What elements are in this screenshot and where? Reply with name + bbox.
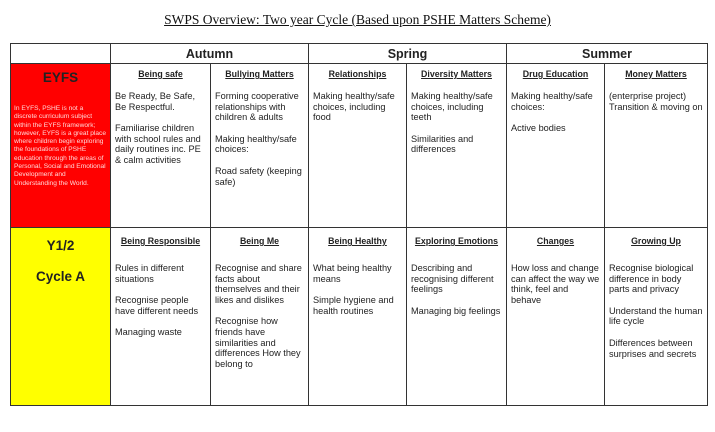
topic-item: Recognise biological difference in body parts and privacy	[609, 263, 694, 295]
corner-cell	[11, 44, 111, 64]
season-autumn: Autumn	[111, 44, 309, 64]
topic-items	[407, 91, 506, 155]
topic-items	[605, 91, 707, 112]
eyfs-cell	[211, 64, 309, 228]
cycle-label: Cycle A	[35, 269, 86, 284]
topic-item: Active bodies	[511, 123, 566, 134]
topic-items	[309, 263, 406, 316]
y12-label: Y1/2	[46, 238, 75, 253]
eyfs-cell	[605, 64, 708, 228]
y12-cell	[309, 228, 407, 406]
eyfs-cell	[507, 64, 605, 228]
topic-heading: Being Me	[239, 236, 280, 246]
topic-heading: Changes	[536, 236, 575, 246]
page-title: SWPS Overview: Two year Cycle (Based upon PSHE Matters Scheme)	[164, 12, 551, 27]
topic-heading: Being safe	[138, 69, 183, 79]
topic-item: Familiarise children with school rules and daily routines inc. PE & calm activities	[115, 123, 201, 165]
topic-item: Making healthy/safe choices, including food	[313, 91, 395, 123]
topic-item: What being healthy means	[313, 263, 392, 284]
topic-items	[407, 263, 506, 316]
topic-item: Simple hygiene and health routines	[313, 295, 394, 316]
topic-item: Making healthy/safe choices:	[215, 133, 297, 155]
topic-item: (enterprise project) Transition & moving on	[609, 91, 703, 112]
topic-item: How loss and change can affect the way we think, feel and behave	[511, 263, 600, 305]
eyfs-note: In EYFS, PSHE is not a discrete curriculum subject within the EYFS framework; however, EYFS is a great place where children begin exploring the foundations of PSHE education through the areas of Personal, Social and Emotional Development and Understanding the World.	[14, 105, 106, 187]
topic-item: Be Ready, Be Safe, Be Respectful.	[115, 91, 196, 112]
topic-heading: Growing Up	[631, 236, 681, 246]
topic-item: Differences between surprises and secrets	[609, 337, 697, 359]
y12-cell	[507, 228, 605, 406]
eyfs-cell	[407, 64, 507, 228]
eyfs-row	[11, 64, 708, 228]
topic-item: Road safety (keeping safe)	[215, 165, 302, 187]
topic-heading: Money Matters	[625, 69, 687, 79]
y12-row	[11, 228, 708, 406]
topic-heading: Diversity Matters	[421, 69, 492, 79]
topic-items	[507, 263, 604, 305]
eyfs-label-cell	[11, 64, 111, 228]
topic-item: Making healthy/safe choices:	[511, 91, 593, 112]
topic-heading: Drug Education	[522, 69, 589, 79]
y12-cell	[407, 228, 507, 406]
topic-heading: Being Responsible	[120, 236, 201, 246]
season-spring: Spring	[309, 44, 507, 64]
topic-item: Recognise and share facts about themselves and their likes and dislikes	[215, 263, 302, 305]
y12-label-cell	[11, 228, 111, 406]
topic-item: Managing waste	[115, 327, 182, 338]
topic-item: Recognise how friends have similarities and differences How they belong to	[215, 316, 301, 369]
topic-items	[507, 91, 604, 134]
topic-heading: Bullying Matters	[225, 69, 294, 79]
overview-table	[10, 43, 708, 406]
y12-cell	[605, 228, 708, 406]
topic-item: Recognise people have different needs	[115, 295, 199, 316]
topic-heading: Relationships	[328, 69, 387, 79]
eyfs-cell	[309, 64, 407, 228]
eyfs-cell	[111, 64, 211, 228]
topic-heading: Exploring Emotions	[414, 236, 499, 246]
topic-heading: Being Healthy	[328, 236, 387, 246]
topic-items	[309, 91, 406, 123]
topic-items	[111, 263, 210, 338]
topic-item: Making healthy/safe choices, including teeth	[411, 91, 493, 123]
topic-item: Forming cooperative relationships with children & adults	[215, 91, 299, 123]
season-header-row	[11, 44, 708, 64]
topic-items	[211, 91, 308, 187]
topic-item: Similarities and differences	[411, 133, 474, 155]
topic-items	[111, 91, 210, 166]
topic-item: Describing and recognising different feelings	[411, 263, 494, 295]
y12-cell	[111, 228, 211, 406]
eyfs-label: EYFS	[42, 70, 79, 85]
topic-item: Rules in different situations	[115, 263, 184, 284]
topic-item: Managing big feelings	[411, 305, 501, 316]
season-summer: Summer	[507, 44, 708, 64]
topic-items	[605, 263, 707, 359]
topic-items	[211, 263, 308, 369]
y12-cell	[211, 228, 309, 406]
topic-item: Understand the human life cycle	[609, 305, 703, 327]
